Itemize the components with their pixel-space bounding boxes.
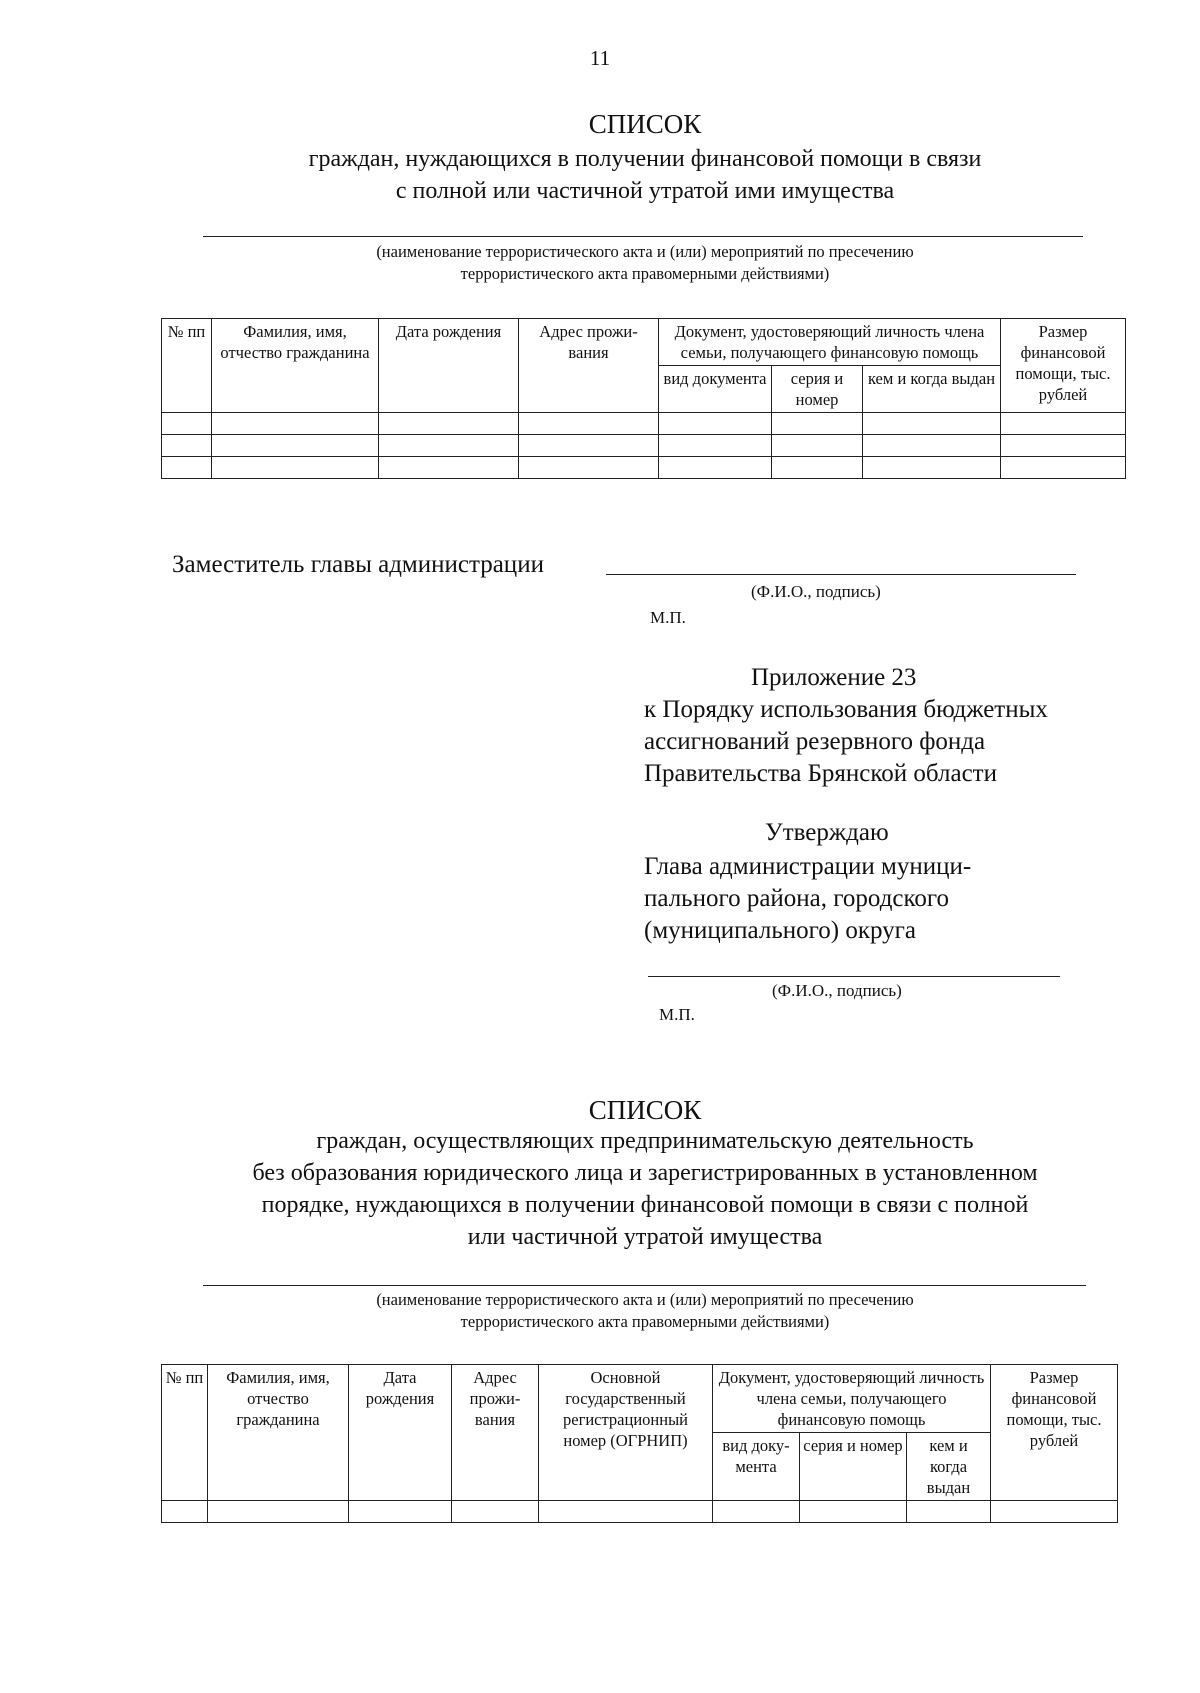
table-row: [162, 457, 1126, 479]
approve-label: Утверждаю: [765, 819, 889, 846]
list2-act-name-line: [203, 1285, 1086, 1286]
list2-subtitle-line-1: граждан, осуществляющих предпринимательскую деятельность: [316, 1128, 974, 1154]
list1-title: СПИСОК: [588, 109, 702, 139]
appendix-line-3: Правительства Брянской области: [644, 760, 997, 787]
list1-header-doc-series: серия и номер: [772, 366, 863, 413]
list2-title: СПИСОК: [588, 1095, 702, 1125]
list2-header-dob: Дата рождения: [349, 1365, 452, 1501]
appendix-line-2: ассигнований резервного фонда: [644, 728, 986, 755]
list2-header-fio: Фамилия, имя, отчество гражданина: [208, 1365, 349, 1501]
list1-header-doc-issued: кем и когда выдан: [863, 366, 1001, 413]
appendix-line-1: к Порядку использования бюджетных: [644, 696, 1048, 723]
list2-header-doc-series: серия и номер: [800, 1433, 907, 1501]
list1-signature-label: Заместитель главы администрации: [172, 551, 544, 578]
table-row: [162, 435, 1126, 457]
list1-stamp: М.П.: [650, 608, 686, 627]
list1-signature-caption: (Ф.И.О., подпись): [751, 582, 881, 601]
list1-act-name-line: [203, 236, 1083, 237]
list1-header-address: Адрес прожи-вания: [519, 319, 659, 413]
list2-header-ogrnip: Основной государственный регистрационный номер (ОГРНИП): [539, 1365, 713, 1501]
appendix-title: Приложение 23: [751, 664, 917, 691]
list2-caption-line-2: террористического акта правомерными действиями): [460, 1312, 830, 1331]
list2-header-document: Документ, удостоверяющий личность члена семьи, получающего финансовую помощь: [713, 1365, 991, 1433]
list1-header-dob: Дата рождения: [379, 319, 519, 413]
approver-line-3: (муниципального) округа: [644, 917, 916, 944]
list2-subtitle-line-4: или частичной утратой имущества: [467, 1224, 823, 1250]
list2-header-amount: Размер финансовой помощи, тыс. рублей: [991, 1365, 1118, 1501]
table-row: [162, 413, 1126, 435]
list2-header-doc-issued: кем и когда выдан: [907, 1433, 991, 1501]
list2-subtitle-line-3: порядке, нуждающихся в получении финансовой помощи в связи с полной: [261, 1192, 1029, 1218]
approver-stamp: М.П.: [659, 1005, 695, 1024]
table-row: [162, 1501, 1118, 1523]
list1-signature-line: [606, 574, 1076, 575]
approver-signature-caption: (Ф.И.О., подпись): [772, 981, 902, 1000]
list2-header-address: Адрес прожи-вания: [452, 1365, 539, 1501]
approver-signature-line: [648, 976, 1060, 977]
list2-header-doc-type: вид доку-мента: [713, 1433, 800, 1501]
page-number: 11: [589, 46, 611, 70]
list1-caption-line-1: (наименование террористического акта и (или) мероприятий по пресечению: [376, 242, 914, 261]
list1-table: [161, 318, 1126, 479]
list1-subtitle-line-1: граждан, нуждающихся в получении финансовой помощи в связи: [308, 146, 982, 172]
list2-header-no: № пп: [162, 1365, 208, 1501]
list1-caption-line-2: террористического акта правомерными действиями): [460, 264, 830, 283]
approver-line-1: Глава администрации муници-: [644, 853, 972, 880]
list1-header-no: № пп: [162, 319, 212, 413]
list1-subtitle-line-2: с полной или частичной утратой ими имущества: [395, 178, 895, 204]
list1-header-doc-type: вид документа: [659, 366, 772, 413]
list2-subtitle-line-2: без образования юридического лица и зарегистрированных в установленном: [252, 1160, 1038, 1186]
approver-line-2: пального района, городского: [644, 885, 950, 912]
list1-header-fio: Фамилия, имя, отчество гражданина: [212, 319, 379, 413]
list1-header-document: Документ, удостоверяющий личность члена семьи, получающего финансовую помощь: [659, 319, 1001, 366]
list1-header-amount: Размер финансовой помощи, тыс. рублей: [1001, 319, 1126, 413]
list2-table: [161, 1364, 1118, 1523]
list2-caption-line-1: (наименование террористического акта и (или) мероприятий по пресечению: [376, 1290, 914, 1309]
